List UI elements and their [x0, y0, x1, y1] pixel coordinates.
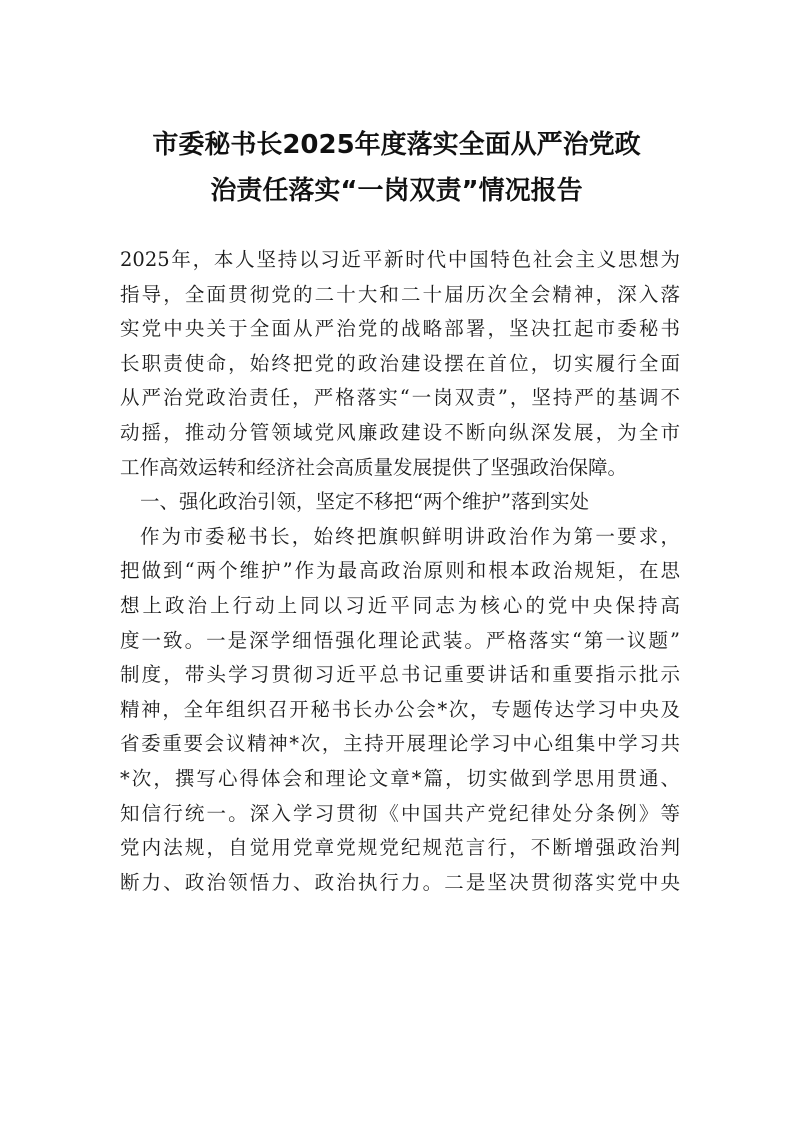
- section-paragraph-line: 省委重要会议精神*次，主持开展理论学习中心组集中学习共: [120, 732, 680, 756]
- section-paragraph-line: 知信行统一。深入学习贯彻《中国共产党纪律处分条例》等: [120, 801, 680, 825]
- intro-paragraph-line: 长职责使命，始终把党的政治建设摆在首位，切实履行全面: [120, 351, 680, 375]
- intro-paragraph-line: 从严治党政治责任，严格落实“一岗双责”，坚持严的基调不: [120, 386, 680, 410]
- intro-paragraph-line: 2025年，本人坚持以习近平新时代中国特色社会主义思想为: [120, 248, 680, 271]
- section-paragraph-line: 党内法规，自觉用党章党规党纪规范言行，不断增强政治判: [120, 836, 680, 860]
- section-paragraph-line: 把做到“两个维护”作为最高政治原则和根本政治规矩，在思: [120, 559, 680, 583]
- section-paragraph-line: *次，撰写心得体会和理论文章*篇，切实做到学思用贯通、: [120, 766, 680, 790]
- section-paragraph-line: 度一致。一是深学细悟强化理论武装。严格落实“第一议题”: [120, 628, 680, 652]
- title-line: 市委秘书长2025年度落实全面从严治党政: [152, 130, 641, 160]
- title-line: 治责任落实“一岗双责”情况报告: [210, 176, 583, 206]
- document-body: [120, 243, 680, 900]
- intro-paragraph-line: 指导，全面贯彻党的二十大和二十届历次全会精神，深入落: [120, 282, 680, 306]
- section-paragraph-line: 精神，全年组织召开秘书长办公会*次，专题传达学习中央及: [120, 697, 680, 721]
- section-paragraph-line: 想上政治上行动上同以习近平同志为核心的党中央保持高: [120, 593, 680, 617]
- intro-paragraph-line: 实党中央关于全面从严治党的战略部署，坚决扛起市委秘书: [120, 317, 680, 341]
- section-heading: 一、强化政治引领，坚定不移把“两个维护”落到实处: [140, 490, 589, 514]
- intro-paragraph-line: 工作高效运转和经济社会高质量发展提供了坚强政治保障。: [120, 455, 628, 479]
- document-title: [100, 122, 693, 214]
- section-paragraph-line: 制度，带头学习贯彻习近平总书记重要讲话和重要指示批示: [120, 663, 680, 687]
- intro-paragraph-line: 动摇，推动分管领域党风廉政建设不断向纵深发展，为全市: [120, 420, 680, 444]
- section-paragraph-line: 断力、政治领悟力、政治执行力。二是坚决贯彻落实党中央: [120, 870, 680, 894]
- section-paragraph-line: 作为市委秘书长，始终把旗帜鲜明讲政治作为第一要求，: [140, 524, 680, 548]
